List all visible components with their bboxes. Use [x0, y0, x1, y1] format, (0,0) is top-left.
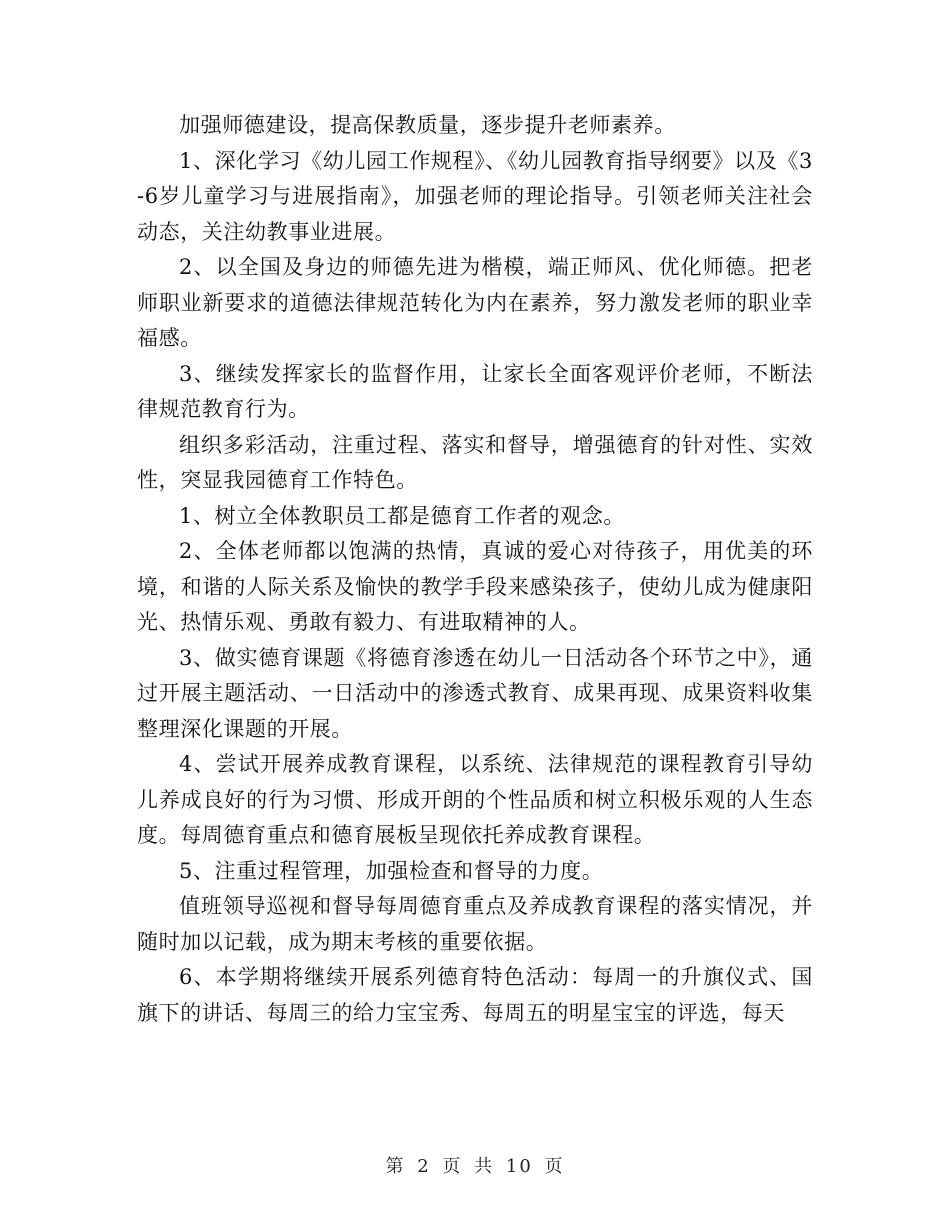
paragraph: 6、本学期将继续开展系列德育特色活动：每周一的升旗仪式、国旗下的讲话、每周三的给力宝宝秀、每周五的明星宝宝的评选，每天 — [137, 965, 813, 1025]
footer-page-word: 页 — [442, 1156, 463, 1177]
paragraph: 组织多彩活动，注重过程、落实和督导，增强德育的针对性、实效性，突显我园德育工作特色。 — [137, 432, 813, 492]
paragraph: 5、注重过程管理，加强检查和督导的力度。 — [179, 858, 604, 883]
footer-current-page: 2 — [417, 1156, 431, 1177]
page-footer — [0, 1152, 950, 1178]
footer-total-word: 共 — [474, 1156, 495, 1177]
paragraph: 1、树立全体教职员工都是德育工作者的观念。 — [179, 503, 625, 528]
footer-suffix: 页 — [544, 1156, 565, 1177]
paragraph: 值班领导巡视和督导每周德育重点及养成教育课程的落实情况，并随时加以记载，成为期末考核的重要依据。 — [137, 894, 813, 954]
paragraph: 3、做实德育课题《将德育渗透在幼儿一日活动各个环节之中》，通过开展主题活动、一日活动中的渗透式教育、成果再现、成果资料收集整理深化课题的开展。 — [137, 645, 813, 741]
footer-total-pages: 10 — [505, 1156, 533, 1177]
paragraph: 4、尝试开展养成教育课程，以系统、法律规范的课程教育引导幼儿养成良好的行为习惯、形成开朗的个性品质和树立积极乐观的人生态度。每周德育重点和德育展板呈现依托养成教育课程。 — [137, 752, 813, 847]
paragraph: 3、继续发挥家长的监督作用，让家长全面客观评价老师，不断法律规范教育行为。 — [137, 361, 813, 421]
paragraph: 加强师德建设，提高保教质量，逐步提升老师素养。 — [179, 113, 676, 137]
paragraph: 2、全体老师都以饱满的热情，真诚的爱心对待孩子，用优美的环境，和谐的人际关系及愉快的教学手段来感染孩子，使幼儿成为健康阳光、热情乐观、勇敢有毅力、有进取精神的人。 — [137, 539, 813, 634]
footer-prefix: 第 — [385, 1156, 406, 1177]
document-body — [137, 108, 813, 1031]
paragraph: 1、深化学习《幼儿园工作规程》、《幼儿园教育指导纲要》以及《3-6岁儿童学习与进展指南》，加强老师的理论指导。引领老师关注社会动态，关注幼教事业进展。 — [137, 148, 813, 244]
paragraph: 2、以全国及身边的师德先进为楷模，端正师风、优化师德。把老师职业新要求的道德法律规范转化为内在素养，努力激发老师的职业幸福感。 — [137, 255, 813, 350]
